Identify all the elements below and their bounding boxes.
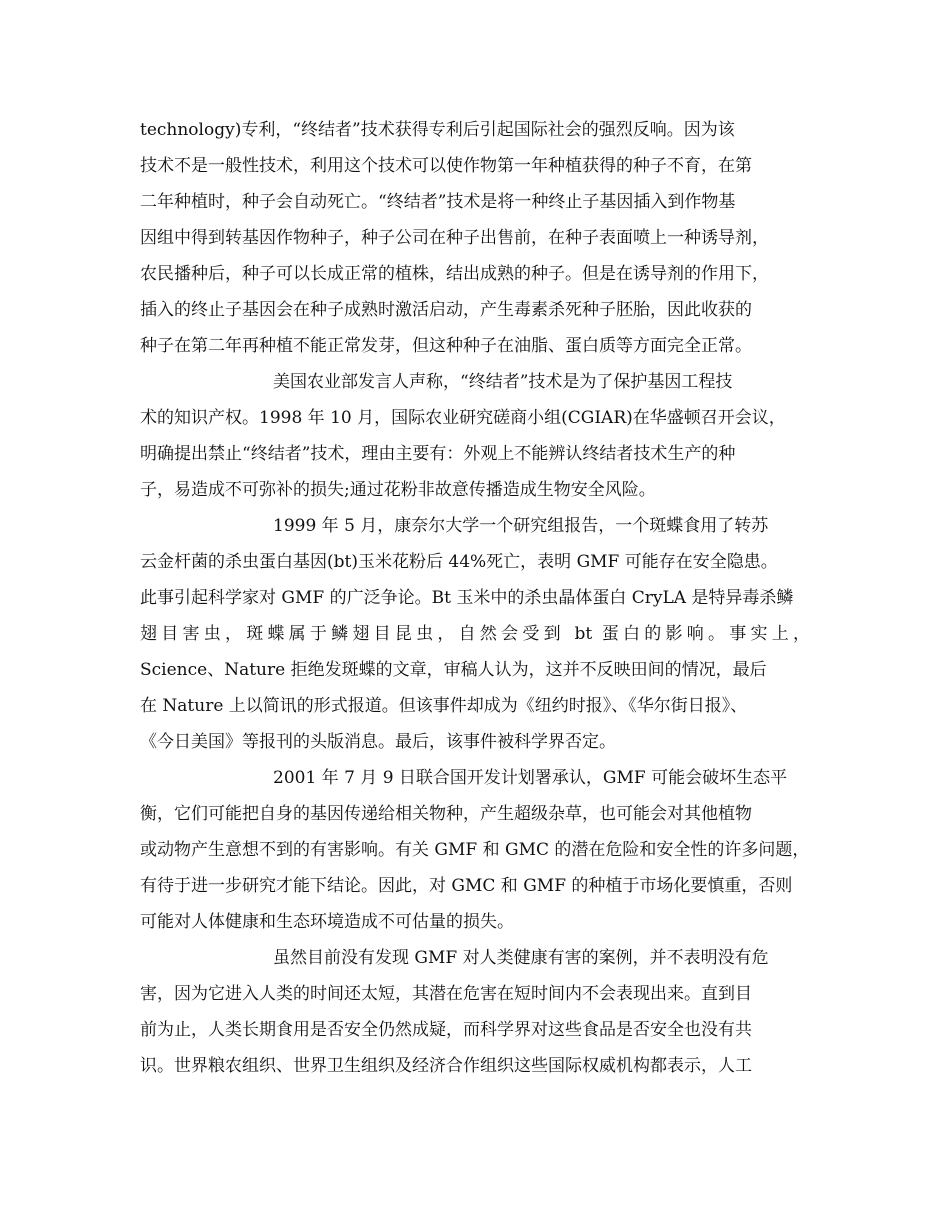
text-line: 可能对人体健康和生态环境造成不可估量的损失。 [140, 912, 514, 932]
text-line: 技术不是一般性技术，利用这个技术可以使作物第一年种植获得的种子不育，在第 [140, 156, 752, 176]
text-line: 在 Nature 上以简讯的形式报道。但该事件却成为《纽约时报》、《华尔街日报》、 [140, 696, 748, 716]
paragraph-safety-consensus [140, 940, 810, 1084]
paragraph-undp-statement [140, 760, 810, 940]
text-line: 术的知识产权。1998 年 10 月，国际农业研究磋商小组(CGIAR)在华盛顿召开会议， [140, 408, 786, 428]
text-line: 翅目害虫，斑蝶属于鳞翅目昆虫，自然会受到 bt 蛋白的影响。事实上， [140, 624, 810, 644]
text-line: 或动物产生意想不到的有害影响。有关 GMF 和 GMC 的潜在危险和安全性的许多问题， [140, 840, 810, 860]
text-line: 前为止，人类长期食用是否安全仍然成疑，而科学界对这些食品是否安全也没有共 [140, 1020, 752, 1040]
text-line: 识。世界粮农组织、世界卫生组织及经济合作组织这些国际权威机构都表示，人工 [140, 1056, 752, 1076]
text-line: 害，因为它进入人类的时间还太短，其潜在危害在短时间内不会表现出来。直到目 [140, 984, 752, 1004]
text-line: 2001 年 7 月 9 日联合国开发计划署承认，GMF 可能会破坏生态平 [273, 768, 788, 788]
text-line: 衡，它们可能把自身的基因传递给相关物种，产生超级杂草，也可能会对其他植物 [140, 804, 752, 824]
paragraph-terminator-technology [140, 112, 810, 364]
text-line: 此事引起科学家对 GMF 的广泛争论。Bt 玉米中的杀虫晶体蛋白 CryLA 是特异毒杀鳞 [140, 588, 794, 608]
text-line: 1999 年 5 月，康奈尔大学一个研究组报告，一个斑蝶食用了转苏 [273, 516, 769, 536]
text-line: 子，易造成不可弥补的损失;通过花粉非故意传播造成生物安全风险。 [140, 480, 656, 500]
text-line: 明确提出禁止“终结者”技术，理由主要有：外观上不能辨认终结者技术生产的种 [140, 444, 736, 464]
text-line: 二年种植时，种子会自动死亡。“终结者”技术是将一种终止子基因插入到作物基 [140, 192, 736, 212]
document-body [140, 112, 810, 1084]
text-line: 美国农业部发言人声称，“终结者”技术是为了保护基因工程技 [273, 372, 733, 392]
text-line: 农民播种后，种子可以长成正常的植株，结出成熟的种子。但是在诱导剂的作用下， [140, 264, 769, 284]
text-line: technology)专利，“终结者”技术获得专利后引起国际社会的强烈反响。因为该 [140, 120, 735, 140]
text-line: 有待于进一步研究才能下结论。因此，对 GMC 和 GMF 的种植于市场化要慎重，否则 [140, 876, 793, 896]
text-line: 种子在第二年再种植不能正常发芽，但这种种子在油脂、蛋白质等方面完全正常。 [140, 336, 752, 356]
text-line: 虽然目前没有发现 GMF 对人类健康有害的案例，并不表明没有危 [273, 948, 769, 968]
text-line: Science、Nature 拒绝发斑蝶的文章，审稿人认为，这并不反映田间的情况，最后 [140, 660, 767, 680]
text-line: 因组中得到转基因作物种子，种子公司在种子出售前，在种子表面喷上一种诱导剂， [140, 228, 769, 248]
text-line: 插入的终止子基因会在种子成熟时激活启动，产生毒素杀死种子胚胎，因此收获的 [140, 300, 752, 320]
paragraph-cornell-study [140, 508, 810, 760]
text-line: 《今日美国》等报刊的头版消息。最后，该事件被科学界否定。 [140, 732, 616, 752]
text-line: 云金杆菌的杀虫蛋白基因(bt)玉米花粉后 44%死亡，表明 GMF 可能存在安全隐患。 [140, 552, 778, 572]
paragraph-usda-statement [140, 364, 810, 508]
